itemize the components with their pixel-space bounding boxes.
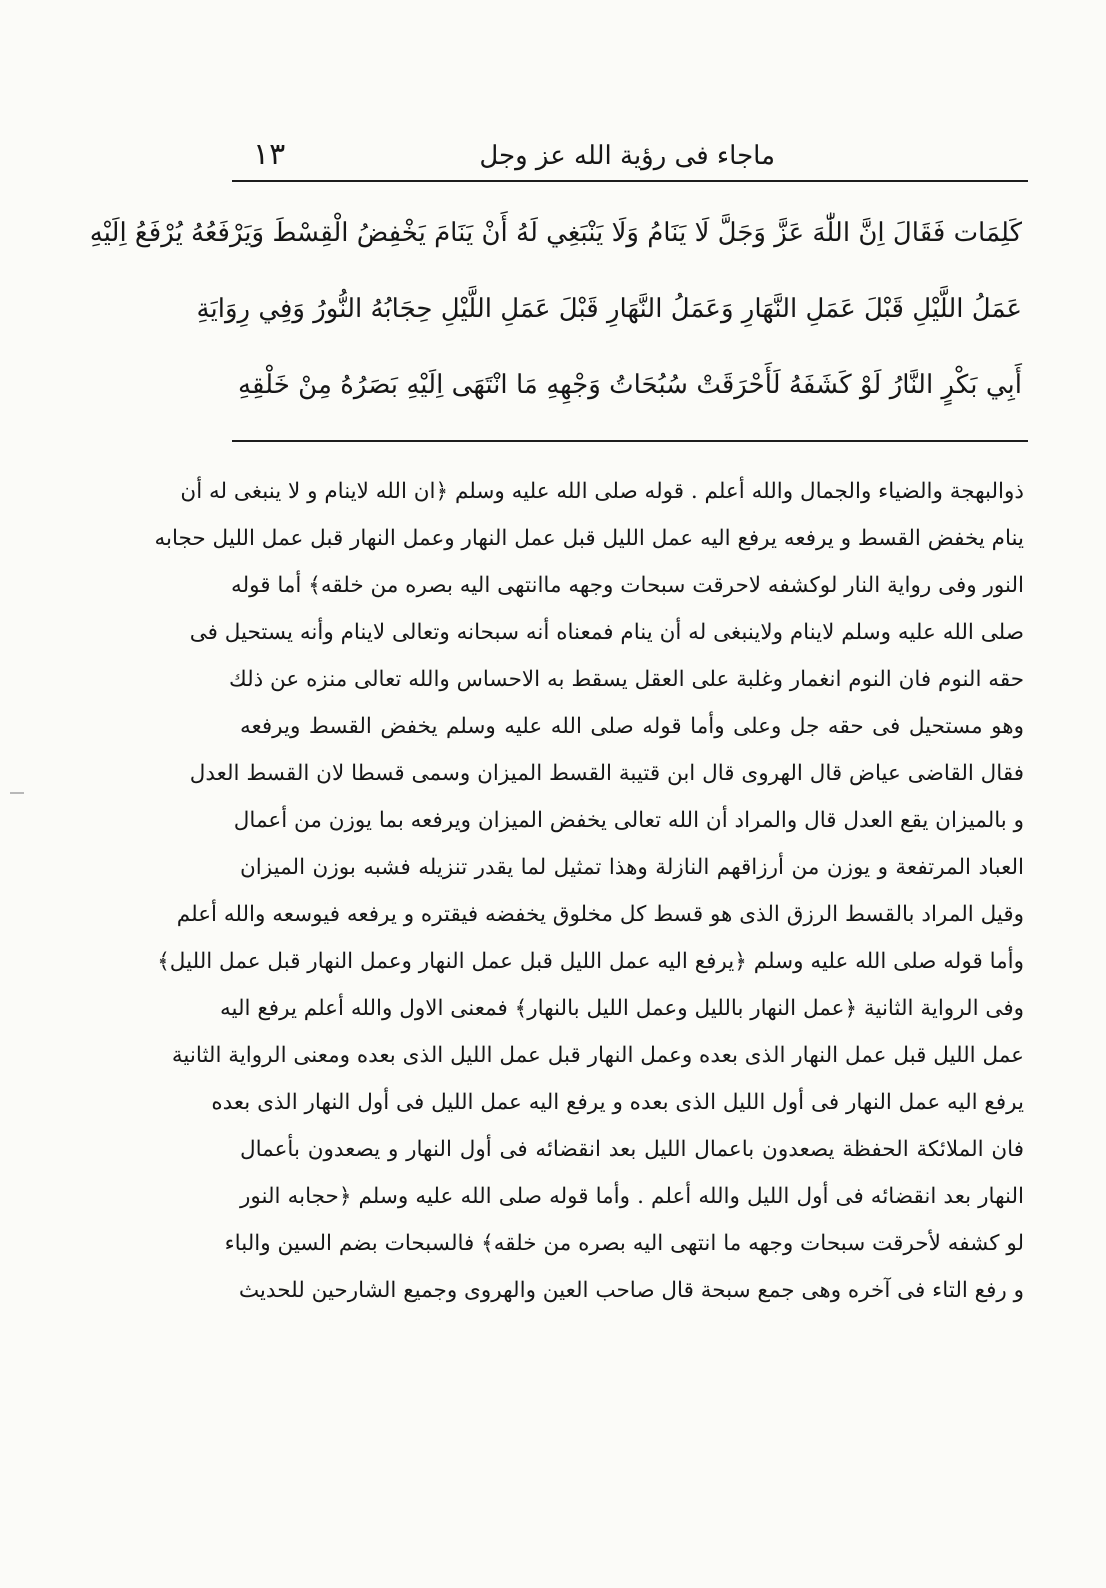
running-head [225,132,1025,182]
commentary-line: وقيل المراد بالقسط الرزق الذى هو قسط كل مخلوق يخفضه فيقتره و يرفعه فيوسعه والله أعلم [176,902,1024,927]
commentary-line: ذوالبهجة والضياء والجمال والله أعلم . قوله صلى الله عليه وسلم ﴿ان الله لاينام و لا ينبغى له أن [180,479,1024,504]
commentary-line: ينام يخفض القسط و يرفعه يرفع اليه عمل الليل قبل عمل النهار وعمل النهار قبل عمل الليل حجابه [154,526,1024,551]
commentary-line: وأما قوله صلى الله عليه وسلم ﴿يرفع اليه عمل الليل قبل عمل النهار وعمل النهار قبل عمل الليل﴾ [157,949,1024,974]
commentary-line: حقه النوم فان النوم انغمار وغلبة على العقل يسقط به الاحساس والله تعالى منزه عن ذلك [228,667,1024,692]
hadith-line: عَمَلُ اللَّيْلِ قَبْلَ عَمَلِ النَّهَارِ وَعَمَلُ النَّهَارِ قَبْلَ عَمَلِ اللَّيْلِ حِجَابُهُ النُّورُ وَفِي رِوَايَةِ [196,294,1022,324]
commentary-line: عمل الليل قبل عمل النهار الذى بعده وعمل النهار قبل عمل الليل الذى بعده ومعنى الرواية الثانية [171,1043,1024,1068]
header-rule [232,180,1028,182]
running-title: ماجاء فی رؤیة الله عز وجل [479,141,775,171]
commentary-text-block [154,468,1024,1314]
commentary-line: وفى الرواية الثانية ﴿عمل النهار بالليل وعمل الليل بالنهار﴾ فمعنى الاول والله أعلم يرفع اليه [219,996,1024,1021]
section-divider-rule [232,440,1028,442]
commentary-line: فان الملائكة الحفظة يصعدون باعمال الليل بعد انقضائه فى أول النهار و يصعدون بأعمال [240,1137,1024,1162]
commentary-line: وهو مستحيل فى حقه جل وعلى وأما قوله صلى الله عليه وسلم يخفض القسط ويرفعه [240,714,1024,739]
hadith-line: أَبِي بَكْرٍ النَّارُ لَوْ كَشَفَهُ لَأَحْرَقَتْ سُبُحَاتُ وَجْهِهِ مَا انْتَهَى اِلَيْهِ بَصَرُهُ مِنْ خَلْقِهِ [238,370,1022,400]
commentary-line: فقال القاضى عياض قال الهروى قال ابن قتيبة القسط الميزان وسمى قسطا لان القسط العدل [189,761,1024,786]
commentary-line: لو كشفه لأحرقت سبحات وجهه ما انتهى اليه بصره من خلقه﴾ فالسبحات بضم السين والباء [224,1231,1024,1256]
commentary-line: العباد المرتفعة و يوزن من أرزاقهم النازلة وهذا تمثيل لما يقدر تنزيله فشبه بوزن الميزان [240,855,1024,880]
scan-margin-mark [10,792,24,794]
commentary-line: صلى الله عليه وسلم لاينام ولاينبغى له أن ينام فمعناه أنه سبحانه وتعالى لاينام وأنه يستحيل فى [189,620,1024,645]
commentary-line: النور وفى رواية النار لوكشفه لاحرقت سبحات وجهه ماانتهى اليه بصره من خلقه﴾ أما قوله [231,573,1024,598]
commentary-line: و رفع التاء فى آخره وهى جمع سبحة قال صاحب العين والهروى وجميع الشارحين للحديث [238,1278,1024,1303]
page-number: ١٣ [253,137,286,172]
hadith-line: كَلِمَات فَقَالَ اِنَّ اللّٰهَ عَزَّ وَجَلَّ لَا يَنَامُ وَلَا يَنْبَغِي لَهُ أَنْ يَنَامَ يَخْفِضُ الْقِسْطَ وَيَرْفَعُهُ يُرْفَعُ اِلَيْهِ [89,218,1022,248]
commentary-line: النهار بعد انقضائه فى أول الليل والله أعلم . وأما قوله صلى الله عليه وسلم ﴿حجابه النور [240,1184,1024,1209]
hadith-text-block [89,195,1022,423]
commentary-line: و بالميزان يقع العدل قال والمراد أن الله تعالى يخفض الميزان ويرفعه بما يوزن من أعمال [233,808,1024,833]
commentary-line: يرفع اليه عمل النهار فى أول الليل الذى بعده و يرفع اليه عمل الليل فى أول النهار الذى بعده [211,1090,1024,1115]
